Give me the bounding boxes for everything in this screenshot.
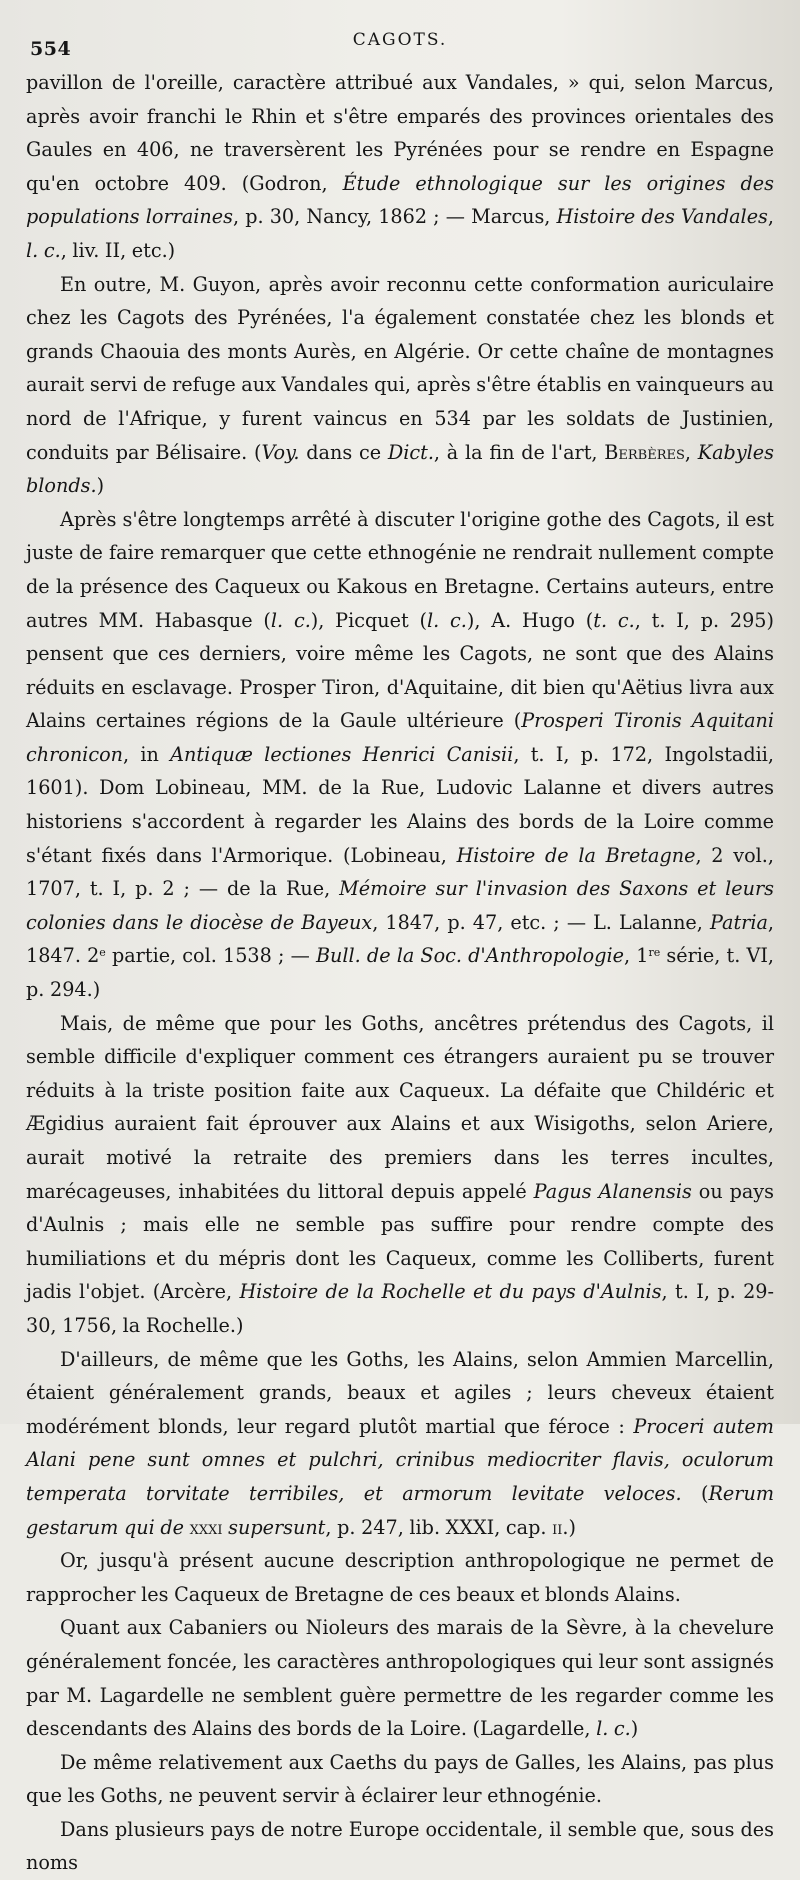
- paragraph: D'ailleurs, de même que les Goths, les Alains, selon Ammien Marcellin, étaient généralement grands, beaux et agiles ; leurs cheveux étaient modérément blonds, leur regard plutôt martial que féroce : Proceri autem Alani pene sunt omnes et pulchri, crinibus mediocriter flavis, oculorum temperata torvitate terribiles, et armorum levitate veloces. (Rerum gestarum qui de xxxi supersunt, p. 247, lib. XXXI, cap. ii.): [26, 1347, 775, 1539]
- paragraph: pavillon de l'oreille, caractère attribué aux Vandales, » qui, selon Marcus, après avoir franchi le Rhin et s'être emparés des provinces orientales des Gaules en 406, ne traversèrent les Pyrénées pour se rendre en Espagne qu'en octobre 409. (Godron, Étude ethnologique sur les origines des populations lorraines, p. 30, Nancy, 1862 ; — Marcus, Histoire des Vandales, l. c., liv. II, etc.): [26, 71, 775, 262]
- paragraph: Quant aux Cabaniers ou Nioleurs des marais de la Sèvre, à la chevelure généralement foncée, les caractères anthropologiques qui leur sont assignés par M. Lagardelle ne semblent guère permettre de les regarder comme les descendants des Alains des bords de la Loire. (Lagardelle, l. c.): [26, 1616, 774, 1741]
- paragraph: Après s'être longtemps arrêté à discuter l'origine gothe des Cagots, il est juste de faire remarquer que cette ethnogénie ne rendrait nullement compte de la présence des Caqueux ou Kakous en Bretagne. Certains auteurs, entre autres MM. Habasque (l. c.), Picquet (l. c.), A. Hugo (t. c., t. I, p. 295) pensent que ces derniers, voire même les Cagots, ne sont que des Alains réduits en esclavage. Prosper Tiron, d'Aquitaine, dit bien qu'Aëtius livra aux Alains certaines régions de la Gaule ultérieure (Prosperi Tironis Aquitani chronicon, in Antiquæ lectiones Henrici Canisii, t. I, p. 172, Ingolstadii, 1601). Dom Lobineau, MM. de la Rue, Ludovic Lalanne et divers autres historiens s'accordent à regarder les Alains des bords de la Loire comme s'étant fixés dans l'Armorique. (Lobineau, Histoire de la Bretagne, 2 vol., 1707, t. I, p. 2 ; — de la Rue, Mémoire sur l'invasion des Saxons et leurs colonies dans le diocèse de Bayeux, 1847, p. 47, etc. ; — L. Lalanne, Patria, 1847. 2e partie, col. 1538 ; — Bull. de la Soc. d'Anthropologie, 1re série, t. VI, p. 294.): [26, 507, 775, 1002]
- page-number: 554: [30, 38, 72, 60]
- paragraph: En outre, M. Guyon, après avoir reconnu cette conformation auriculaire chez les Cagots des Pyrénées, l'a également constatée chez les blonds et grands Chaouia des monts Aurès, en Algérie. Or cette chaîne de montagnes aurait servi de refuge aux Vandales qui, après s'être établis en vainqueurs au nord de l'Afrique, y furent vaincus en 534 par les soldats de Justinien, conduits par Bélisaire. (Voy. dans ce Dict., à la fin de l'art, Berbères, Kabyles blonds.): [26, 272, 775, 498]
- paragraph: Mais, de même que pour les Goths, ancêtres prétendus des Cagots, il semble difficile d'expliquer comment ces étrangers auraient pu se trouver réduits à la triste position faite aux Caqueux. La défaite que Childéric et Ægidius auraient fait éprouver aux Alains et aux Wisigoths, selon Ariere, aurait motivé la retraite des premiers dans les terres incultes, marécageuses, inhabitées du littoral depuis appelé Pagus Alanensis ou pays d'Aulnis ; mais elle ne semble pas suffire pour rendre compte des humiliations et du mépris dont les Caqueux, comme les Colliberts, furent jadis l'objet. (Arcère, Histoire de la Rochelle et du pays d'Aulnis, t. I, p. 29-30, 1756, la Rochelle.): [26, 1011, 775, 1337]
- body-text: [26, 66, 774, 1880]
- running-head: [26, 30, 774, 62]
- running-title: CAGOTS.: [352, 30, 448, 50]
- paragraph: De même relativement aux Caeths du pays de Galles, les Alains, pas plus que les Goths, ne peuvent servir à éclairer leur ethnogénie.: [26, 1750, 774, 1808]
- paragraph: Or, jusqu'à présent aucune description anthropologique ne permet de rapprocher les Caqueux de Bretagne de ces beaux et blonds Alains.: [26, 1549, 774, 1606]
- paragraph: Dans plusieurs pays de notre Europe occidentale, il semble que, sous des noms: [26, 1817, 774, 1875]
